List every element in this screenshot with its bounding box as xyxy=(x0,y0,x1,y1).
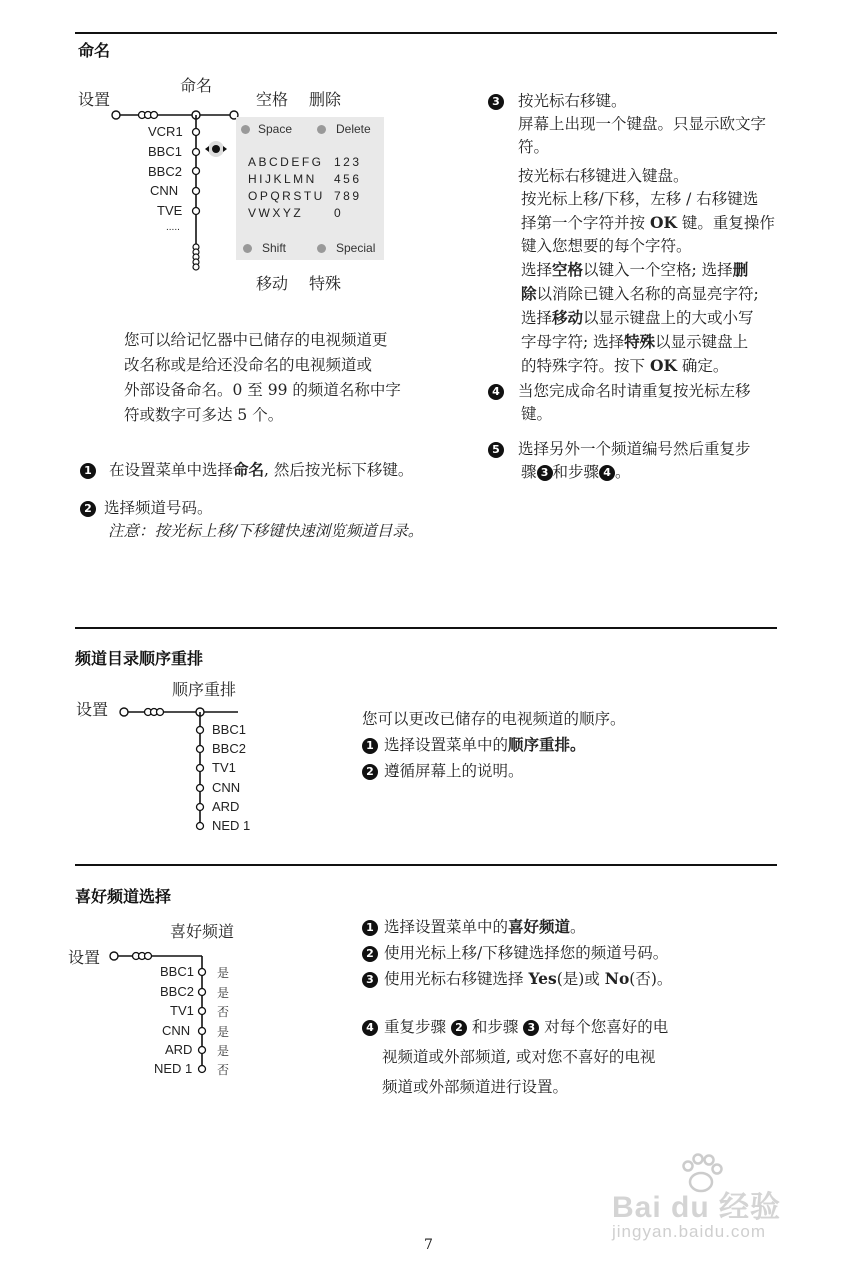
reorder-channel: ARD xyxy=(212,799,240,814)
naming-channel: CNN xyxy=(150,183,179,198)
step-text: 键。重复操作 xyxy=(676,214,775,232)
reorder-text xyxy=(362,706,626,784)
section-rule-reorder xyxy=(75,627,777,629)
yes-bold: Yes xyxy=(528,969,557,988)
step-text: 当您完成命名时请重复按光标左移 xyxy=(518,382,751,400)
delete-dot-icon xyxy=(317,125,326,134)
space-dot-icon xyxy=(241,125,250,134)
step-text: 确定。 xyxy=(676,357,729,375)
step-bold: 喜好频道 xyxy=(508,917,571,936)
step-bold: 顺序重排。 xyxy=(508,735,586,754)
step-text: 和步骤 xyxy=(466,1018,524,1036)
diagram-favorite-label: 喜好频道 xyxy=(170,922,235,941)
page-number: 7 xyxy=(424,1237,433,1253)
special-dot-icon xyxy=(317,244,326,253)
diagram-name-label: 命名 xyxy=(180,76,213,95)
step-text: 以键入一个空格; 选择 xyxy=(583,261,733,279)
no-bold: No xyxy=(604,969,630,988)
step-text: 骤 xyxy=(521,463,537,481)
key-special: Special xyxy=(336,241,376,255)
intro-line: 您可以给记忆器中已储存的电视频道更 xyxy=(124,331,388,349)
step-text: , 然后按光标下移键。 xyxy=(263,461,414,479)
naming-channel: TVE xyxy=(157,203,183,218)
reorder-channel: BBC1 xyxy=(212,722,246,737)
favorite-channel: BBC1 xyxy=(160,964,194,979)
reorder-intro: 您可以更改已储存的电视频道的顺序。 xyxy=(362,710,626,728)
diagram-delete-label: 删除 xyxy=(309,90,342,109)
step-ref-icon: 2 xyxy=(451,1020,467,1036)
keyboard-digits: 789 xyxy=(334,189,362,203)
favorite-steps xyxy=(362,914,672,992)
intro-line: 外部设备命名。0 至 99 的频道名称中字 xyxy=(124,381,401,399)
step-text: 以显示键盘上的大或小写 xyxy=(583,309,754,327)
diagram-setup-label: 设置 xyxy=(76,700,109,719)
step-text: 。 xyxy=(570,918,586,936)
step-ref-icon: 3 xyxy=(523,1020,539,1036)
keyboard-row: OPQRSTU xyxy=(248,189,325,203)
naming-step-3 xyxy=(488,90,775,378)
ok-key: OK xyxy=(649,213,677,232)
section-rule-favorite xyxy=(75,864,777,866)
delete-bold: 删 xyxy=(732,260,749,279)
diagram-space-label: 空格 xyxy=(256,90,289,109)
section-rule-naming xyxy=(75,32,777,34)
step-text: 使用光标右移键选择 xyxy=(384,970,529,988)
step-text: 视频道或外部频道, 或对您不喜好的电视 xyxy=(382,1048,656,1066)
space-bold: 空格 xyxy=(552,260,584,279)
reorder-channel: TV1 xyxy=(212,760,236,775)
favorite-flag: 否 xyxy=(217,1005,230,1019)
step-text: (是)或 xyxy=(556,970,605,988)
naming-channel: ..... xyxy=(166,222,180,233)
step-text: 遵循屏幕上的说明。 xyxy=(384,762,524,780)
section-title-favorite: 喜好频道选择 xyxy=(75,887,172,906)
keyboard-digits: 456 xyxy=(334,172,362,186)
key-delete: Delete xyxy=(336,122,371,136)
step-number-icon: 2 xyxy=(362,946,378,962)
reorder-channel: NED 1 xyxy=(212,818,251,833)
favorite-channel: CNN xyxy=(162,1023,191,1038)
favorite-channel: TV1 xyxy=(170,1003,194,1018)
keyboard-row: VWXYZ xyxy=(248,206,304,220)
step-text: 键。 xyxy=(521,405,553,423)
favorite-channel: ARD xyxy=(165,1042,193,1057)
keyboard-digits: 0 xyxy=(334,206,344,220)
step-text: 选择频道号码。 xyxy=(104,499,213,517)
step-number-icon: 4 xyxy=(362,1020,378,1036)
step-text: 频道或外部频道进行设置。 xyxy=(382,1078,569,1096)
step-text: 的特殊字符。按下 xyxy=(521,357,650,375)
step-text: 屏幕上出现一个键盘。只显示欧文字 xyxy=(518,115,767,133)
step-number-icon: 1 xyxy=(80,463,96,479)
key-shift: Shift xyxy=(262,241,287,255)
step-number-icon: 3 xyxy=(362,972,378,988)
step-number-icon: 2 xyxy=(80,501,96,517)
favorite-channel: BBC2 xyxy=(160,984,194,999)
step-text: 按光标右移键进入键盘。 xyxy=(518,167,689,185)
cursor-arrows-icon xyxy=(202,140,230,158)
naming-channel: BBC2 xyxy=(148,164,182,179)
reorder-channel: BBC2 xyxy=(212,741,246,756)
favorite-channel: NED 1 xyxy=(154,1061,193,1076)
favorite-step-4 xyxy=(362,1012,668,1102)
step-text: (否)。 xyxy=(629,970,673,988)
keyboard-digits: 123 xyxy=(334,155,362,169)
naming-channel: BBC1 xyxy=(148,144,182,159)
move-bold: 移动 xyxy=(552,308,584,327)
ok-key: OK xyxy=(649,356,677,375)
step-number-icon: 4 xyxy=(488,384,504,400)
favorite-flag: 否 xyxy=(217,1063,230,1077)
step-ref-icon: 3 xyxy=(537,465,553,481)
step-ref-icon: 4 xyxy=(599,465,615,481)
step-text: 择第一个字符并按 xyxy=(521,214,650,232)
keyboard-row: HIJKLMN xyxy=(248,172,317,186)
step-text: 选择 xyxy=(521,309,553,327)
section-title-reorder: 频道目录顺序重排 xyxy=(75,649,204,668)
diagram-move-label: 移动 xyxy=(256,274,289,293)
step-text: 重复步骤 xyxy=(384,1018,451,1036)
step-note: 注意：按光标上移/下移键快速浏览频道目录。 xyxy=(108,522,424,540)
naming-step-4 xyxy=(488,380,751,426)
step-text: 选择 xyxy=(521,261,553,279)
section-title-naming: 命名 xyxy=(78,41,111,60)
step-text: 和步骤 xyxy=(552,463,600,481)
naming-step-2 xyxy=(80,497,423,543)
step-text: 选择另外一个频道编号然后重复步 xyxy=(518,440,751,458)
step-text: 以显示键盘上 xyxy=(655,333,749,351)
intro-line: 符或数字可多达 5 个。 xyxy=(124,406,284,424)
step-text: 对每个您喜好的电 xyxy=(539,1018,669,1036)
step-text: 字母字符; 选择 xyxy=(521,333,625,351)
special-bold: 特殊 xyxy=(624,332,656,351)
step-text: 使用光标上移/下移键选择您的频道号码。 xyxy=(384,944,669,962)
step-text: 。 xyxy=(615,463,631,481)
intro-line: 改名称或是给还没命名的电视频道或 xyxy=(124,356,373,374)
step-number-icon: 1 xyxy=(362,738,378,754)
diagram-special-label: 特殊 xyxy=(309,274,342,293)
diagram-setup-label: 设置 xyxy=(68,948,101,967)
step-text: 按光标右移键。 xyxy=(518,92,627,110)
naming-channel: VCR1 xyxy=(148,124,183,139)
step-text: 选择设置菜单中的 xyxy=(384,736,509,754)
step-text: 符。 xyxy=(518,138,550,156)
step-text: 按光标上移/下移，左移 / 右移键选 xyxy=(521,190,759,208)
favorite-flag: 是 xyxy=(217,1025,230,1039)
step-bold: 命名 xyxy=(232,460,264,479)
naming-step-5 xyxy=(488,438,751,484)
reorder-channel: CNN xyxy=(212,780,241,795)
naming-step-1 xyxy=(80,458,413,482)
step-text: 以消除已键入名称的高显亮字符; xyxy=(536,285,759,303)
diagram-reorder-label: 顺序重排 xyxy=(172,680,237,699)
step-text: 在设置菜单中选择 xyxy=(108,461,233,479)
delete-bold: 除 xyxy=(521,284,537,303)
keyboard-row: ABCDEFG xyxy=(248,155,324,169)
step-text: 键入您想要的每个字符。 xyxy=(521,237,692,255)
step-number-icon: 5 xyxy=(488,442,504,458)
onscreen-keyboard xyxy=(236,117,384,260)
naming-intro xyxy=(124,328,401,428)
diagram-setup-label: 设置 xyxy=(78,90,111,109)
favorite-flag: 是 xyxy=(217,986,230,1000)
step-number-icon: 1 xyxy=(362,920,378,936)
step-text: 选择设置菜单中的 xyxy=(384,918,509,936)
favorite-flag: 是 xyxy=(217,1044,230,1058)
shift-dot-icon xyxy=(243,244,252,253)
favorite-flag: 是 xyxy=(217,966,230,980)
watermark-brand: Bai du 经验 xyxy=(612,1191,782,1224)
step-number-icon: 2 xyxy=(362,764,378,780)
key-space: Space xyxy=(258,122,293,136)
step-number-icon: 3 xyxy=(488,94,504,110)
watermark-url: jingyan.baidu.com xyxy=(612,1222,767,1241)
